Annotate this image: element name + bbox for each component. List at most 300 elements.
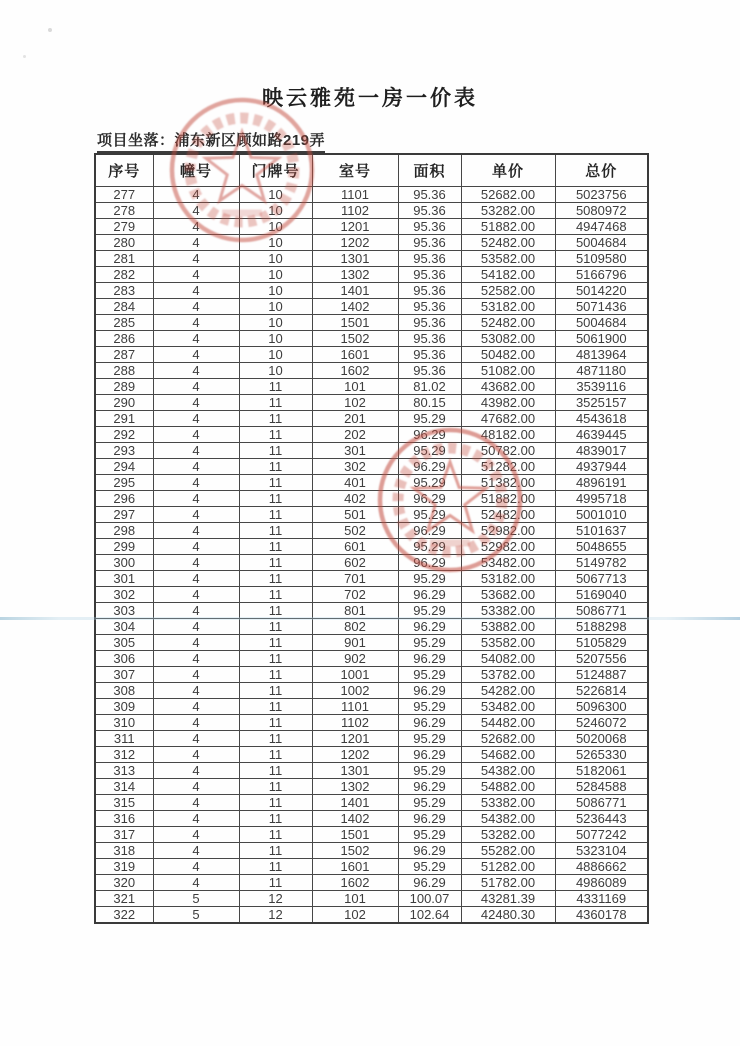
table-row <box>95 395 648 411</box>
table-cell: 316 <box>95 811 153 827</box>
table-cell: 300 <box>95 555 153 571</box>
table-row <box>95 875 648 891</box>
table-cell: 4 <box>153 379 239 395</box>
table-cell: 96.29 <box>398 523 461 539</box>
table-cell: 11 <box>239 459 312 475</box>
table-cell: 54382.00 <box>461 763 555 779</box>
table-cell: 54282.00 <box>461 683 555 699</box>
table-cell: 10 <box>239 251 312 267</box>
table-cell: 288 <box>95 363 153 379</box>
table-cell: 4 <box>153 187 239 203</box>
table-cell: 53182.00 <box>461 299 555 315</box>
table-cell: 5096300 <box>555 699 648 715</box>
table-body <box>95 187 648 924</box>
table-cell: 303 <box>95 603 153 619</box>
table-cell: 5124887 <box>555 667 648 683</box>
table-row <box>95 491 648 507</box>
table-cell: 4 <box>153 283 239 299</box>
column-header: 室号 <box>312 154 398 187</box>
table-cell: 4 <box>153 651 239 667</box>
scan-artifact-line <box>0 617 740 620</box>
table-cell: 5014220 <box>555 283 648 299</box>
table-cell: 294 <box>95 459 153 475</box>
table-cell: 5207556 <box>555 651 648 667</box>
table-cell: 901 <box>312 635 398 651</box>
table-cell: 11 <box>239 843 312 859</box>
table-cell: 11 <box>239 619 312 635</box>
table-cell: 4 <box>153 571 239 587</box>
table-cell: 95.36 <box>398 235 461 251</box>
table-cell: 11 <box>239 539 312 555</box>
table-cell: 298 <box>95 523 153 539</box>
table-row <box>95 683 648 699</box>
table-row <box>95 539 648 555</box>
table-cell: 1202 <box>312 235 398 251</box>
table-cell: 11 <box>239 667 312 683</box>
table-cell: 11 <box>239 427 312 443</box>
scan-speck <box>48 28 52 32</box>
column-header: 总价 <box>555 154 648 187</box>
table-cell: 5265330 <box>555 747 648 763</box>
table-cell: 95.36 <box>398 203 461 219</box>
table-cell: 4 <box>153 587 239 603</box>
table-cell: 96.29 <box>398 715 461 731</box>
table-row <box>95 299 648 315</box>
table-cell: 5001010 <box>555 507 648 523</box>
table-cell: 5020068 <box>555 731 648 747</box>
table-cell: 4 <box>153 715 239 731</box>
table-cell: 42480.30 <box>461 907 555 924</box>
table-cell: 95.29 <box>398 859 461 875</box>
table-row <box>95 443 648 459</box>
table-cell: 96.29 <box>398 875 461 891</box>
table-row <box>95 843 648 859</box>
table-cell: 4 <box>153 395 239 411</box>
table-cell: 5284588 <box>555 779 648 795</box>
table-row <box>95 891 648 907</box>
table-cell: 1102 <box>312 715 398 731</box>
table-cell: 1301 <box>312 251 398 267</box>
table-cell: 10 <box>239 331 312 347</box>
table-cell: 81.02 <box>398 379 461 395</box>
table-cell: 5 <box>153 891 239 907</box>
table-cell: 1301 <box>312 763 398 779</box>
table-cell: 4 <box>153 507 239 523</box>
table-cell: 4 <box>153 539 239 555</box>
table-cell: 11 <box>239 587 312 603</box>
table-cell: 11 <box>239 731 312 747</box>
table-cell: 11 <box>239 715 312 731</box>
table-cell: 50482.00 <box>461 347 555 363</box>
table-cell: 11 <box>239 811 312 827</box>
table-cell: 4 <box>153 763 239 779</box>
table-cell: 1101 <box>312 187 398 203</box>
table-cell: 4995718 <box>555 491 648 507</box>
table-cell: 5061900 <box>555 331 648 347</box>
table-cell: 313 <box>95 763 153 779</box>
table-cell: 10 <box>239 219 312 235</box>
table-cell: 4639445 <box>555 427 648 443</box>
table-cell: 53282.00 <box>461 203 555 219</box>
table-cell: 318 <box>95 843 153 859</box>
table-cell: 95.29 <box>398 667 461 683</box>
table-cell: 10 <box>239 299 312 315</box>
table-cell: 4 <box>153 827 239 843</box>
table-cell: 96.29 <box>398 619 461 635</box>
table-cell: 1401 <box>312 795 398 811</box>
table-cell: 278 <box>95 203 153 219</box>
table-cell: 10 <box>239 267 312 283</box>
table-cell: 95.36 <box>398 299 461 315</box>
table-cell: 4896191 <box>555 475 648 491</box>
table-cell: 283 <box>95 283 153 299</box>
table-cell: 302 <box>312 459 398 475</box>
table-cell: 1001 <box>312 667 398 683</box>
table-cell: 11 <box>239 859 312 875</box>
table-cell: 4 <box>153 619 239 635</box>
table-cell: 602 <box>312 555 398 571</box>
table-row <box>95 635 648 651</box>
table-cell: 5080972 <box>555 203 648 219</box>
table-cell: 47682.00 <box>461 411 555 427</box>
table-cell: 95.29 <box>398 763 461 779</box>
table-cell: 12 <box>239 891 312 907</box>
table-cell: 4 <box>153 347 239 363</box>
table-row <box>95 747 648 763</box>
table-cell: 314 <box>95 779 153 795</box>
table-cell: 53782.00 <box>461 667 555 683</box>
column-header: 门牌号 <box>239 154 312 187</box>
table-cell: 320 <box>95 875 153 891</box>
table-cell: 1101 <box>312 699 398 715</box>
table-row <box>95 235 648 251</box>
table-row <box>95 203 648 219</box>
table-cell: 51782.00 <box>461 875 555 891</box>
table-cell: 4 <box>153 811 239 827</box>
table-cell: 1201 <box>312 731 398 747</box>
table-cell: 702 <box>312 587 398 603</box>
table-cell: 5 <box>153 907 239 924</box>
table-cell: 54382.00 <box>461 811 555 827</box>
table-cell: 5071436 <box>555 299 648 315</box>
table-cell: 201 <box>312 411 398 427</box>
column-header: 面积 <box>398 154 461 187</box>
table-cell: 96.29 <box>398 587 461 603</box>
table-cell: 53382.00 <box>461 603 555 619</box>
table-cell: 52482.00 <box>461 315 555 331</box>
table-cell: 11 <box>239 475 312 491</box>
column-header: 幢号 <box>153 154 239 187</box>
table-cell: 54082.00 <box>461 651 555 667</box>
table-cell: 43982.00 <box>461 395 555 411</box>
table-cell: 51282.00 <box>461 459 555 475</box>
table-row <box>95 219 648 235</box>
table-cell: 53582.00 <box>461 635 555 651</box>
table-cell: 5086771 <box>555 795 648 811</box>
table-cell: 102 <box>312 395 398 411</box>
table-cell: 4 <box>153 747 239 763</box>
table-row <box>95 763 648 779</box>
table-cell: 11 <box>239 635 312 651</box>
table-row <box>95 779 648 795</box>
table-cell: 277 <box>95 187 153 203</box>
table-cell: 4 <box>153 267 239 283</box>
table-cell: 53582.00 <box>461 251 555 267</box>
table-cell: 304 <box>95 619 153 635</box>
table-cell: 5149782 <box>555 555 648 571</box>
table-cell: 12 <box>239 907 312 924</box>
table-cell: 10 <box>239 203 312 219</box>
table-cell: 95.36 <box>398 283 461 299</box>
table-cell: 1502 <box>312 843 398 859</box>
table-cell: 54482.00 <box>461 715 555 731</box>
table-cell: 308 <box>95 683 153 699</box>
table-cell: 4360178 <box>555 907 648 924</box>
table-row <box>95 587 648 603</box>
table-cell: 5067713 <box>555 571 648 587</box>
table-cell: 96.29 <box>398 427 461 443</box>
table-cell: 293 <box>95 443 153 459</box>
table-cell: 4 <box>153 203 239 219</box>
table-cell: 10 <box>239 363 312 379</box>
table-cell: 53382.00 <box>461 795 555 811</box>
table-cell: 1601 <box>312 859 398 875</box>
table-cell: 95.36 <box>398 331 461 347</box>
table-cell: 279 <box>95 219 153 235</box>
table-cell: 11 <box>239 507 312 523</box>
table-cell: 96.29 <box>398 651 461 667</box>
table-cell: 5077242 <box>555 827 648 843</box>
table-cell: 5109580 <box>555 251 648 267</box>
table-cell: 96.29 <box>398 555 461 571</box>
table-cell: 4 <box>153 251 239 267</box>
table-cell: 95.36 <box>398 251 461 267</box>
table-cell: 305 <box>95 635 153 651</box>
column-header: 单价 <box>461 154 555 187</box>
table-cell: 95.29 <box>398 731 461 747</box>
table-row <box>95 315 648 331</box>
table-cell: 801 <box>312 603 398 619</box>
table-cell: 51282.00 <box>461 859 555 875</box>
table-cell: 4937944 <box>555 459 648 475</box>
table-cell: 53182.00 <box>461 571 555 587</box>
page-title: 映云雅苑一房一价表 <box>262 87 478 110</box>
table-cell: 3525157 <box>555 395 648 411</box>
table-cell: 4331169 <box>555 891 648 907</box>
table-row <box>95 251 648 267</box>
table-cell: 52982.00 <box>461 539 555 555</box>
table-cell: 1201 <box>312 219 398 235</box>
table-cell: 55282.00 <box>461 843 555 859</box>
table-cell: 101 <box>312 891 398 907</box>
table-cell: 11 <box>239 411 312 427</box>
table-cell: 101 <box>312 379 398 395</box>
table-cell: 11 <box>239 779 312 795</box>
table-cell: 11 <box>239 443 312 459</box>
table-cell: 4 <box>153 795 239 811</box>
table-cell: 5226814 <box>555 683 648 699</box>
table-cell: 296 <box>95 491 153 507</box>
table-row <box>95 555 648 571</box>
table-cell: 1402 <box>312 299 398 315</box>
table-cell: 5023756 <box>555 187 648 203</box>
table-cell: 4 <box>153 299 239 315</box>
table-cell: 1501 <box>312 827 398 843</box>
table-cell: 95.36 <box>398 315 461 331</box>
table-cell: 285 <box>95 315 153 331</box>
table-cell: 95.29 <box>398 475 461 491</box>
table-cell: 309 <box>95 699 153 715</box>
table-cell: 299 <box>95 539 153 555</box>
table-row <box>95 699 648 715</box>
table-cell: 1401 <box>312 283 398 299</box>
table-cell: 4 <box>153 491 239 507</box>
table-cell: 1302 <box>312 267 398 283</box>
table-cell: 319 <box>95 859 153 875</box>
table-cell: 902 <box>312 651 398 667</box>
table-cell: 4871180 <box>555 363 648 379</box>
table-cell: 1501 <box>312 315 398 331</box>
table-cell: 601 <box>312 539 398 555</box>
table-cell: 52582.00 <box>461 283 555 299</box>
table-cell: 51882.00 <box>461 491 555 507</box>
table-cell: 96.29 <box>398 843 461 859</box>
table-cell: 11 <box>239 699 312 715</box>
table-cell: 96.29 <box>398 491 461 507</box>
table-cell: 301 <box>312 443 398 459</box>
table-cell: 284 <box>95 299 153 315</box>
table-cell: 95.29 <box>398 699 461 715</box>
table-cell: 4 <box>153 219 239 235</box>
table-cell: 53682.00 <box>461 587 555 603</box>
table-cell: 4 <box>153 843 239 859</box>
table-cell: 1102 <box>312 203 398 219</box>
table-cell: 802 <box>312 619 398 635</box>
table-cell: 53482.00 <box>461 699 555 715</box>
table-cell: 4 <box>153 459 239 475</box>
table-cell: 4 <box>153 443 239 459</box>
table-cell: 4 <box>153 731 239 747</box>
table-row <box>95 427 648 443</box>
table-cell: 11 <box>239 875 312 891</box>
table-cell: 11 <box>239 603 312 619</box>
table-cell: 5086771 <box>555 603 648 619</box>
table-cell: 4543618 <box>555 411 648 427</box>
table-cell: 4947468 <box>555 219 648 235</box>
table-cell: 95.29 <box>398 635 461 651</box>
table-cell: 4 <box>153 699 239 715</box>
table-row <box>95 651 648 667</box>
table-cell: 5323104 <box>555 843 648 859</box>
table-cell: 1302 <box>312 779 398 795</box>
table-cell: 10 <box>239 235 312 251</box>
table-cell: 290 <box>95 395 153 411</box>
table-row <box>95 667 648 683</box>
table-row <box>95 827 648 843</box>
table-cell: 311 <box>95 731 153 747</box>
table-row <box>95 731 648 747</box>
table-cell: 5048655 <box>555 539 648 555</box>
table-cell: 96.29 <box>398 683 461 699</box>
table-cell: 10 <box>239 315 312 331</box>
table-row <box>95 619 648 635</box>
table-cell: 312 <box>95 747 153 763</box>
table-cell: 80.15 <box>398 395 461 411</box>
table-cell: 5101637 <box>555 523 648 539</box>
table-row <box>95 363 648 379</box>
table-cell: 96.29 <box>398 459 461 475</box>
table-cell: 4 <box>153 875 239 891</box>
table-cell: 54682.00 <box>461 747 555 763</box>
table-cell: 95.29 <box>398 539 461 555</box>
table-cell: 5166796 <box>555 267 648 283</box>
table-row <box>95 459 648 475</box>
table-cell: 1602 <box>312 363 398 379</box>
table-cell: 11 <box>239 683 312 699</box>
table-cell: 1601 <box>312 347 398 363</box>
table-row <box>95 331 648 347</box>
table-cell: 4 <box>153 667 239 683</box>
table-cell: 4 <box>153 683 239 699</box>
table-row <box>95 267 648 283</box>
table-cell: 51082.00 <box>461 363 555 379</box>
table-cell: 11 <box>239 395 312 411</box>
table-cell: 5004684 <box>555 235 648 251</box>
project-location-label: 项目坐落：浦东新区顾如路219弄 <box>97 129 325 153</box>
table-cell: 4 <box>153 603 239 619</box>
table-cell: 4 <box>153 411 239 427</box>
table-cell: 297 <box>95 507 153 523</box>
table-cell: 52682.00 <box>461 187 555 203</box>
table-cell: 11 <box>239 795 312 811</box>
table-cell: 95.36 <box>398 347 461 363</box>
table-cell: 4813964 <box>555 347 648 363</box>
table-cell: 96.29 <box>398 811 461 827</box>
table-cell: 10 <box>239 283 312 299</box>
table-cell: 11 <box>239 491 312 507</box>
table-cell: 52482.00 <box>461 235 555 251</box>
table-row <box>95 523 648 539</box>
table-cell: 43281.39 <box>461 891 555 907</box>
table-cell: 4886662 <box>555 859 648 875</box>
table-cell: 292 <box>95 427 153 443</box>
table-cell: 95.36 <box>398 219 461 235</box>
table-cell: 701 <box>312 571 398 587</box>
table-row <box>95 715 648 731</box>
table-cell: 52982.00 <box>461 523 555 539</box>
table-cell: 295 <box>95 475 153 491</box>
table-cell: 401 <box>312 475 398 491</box>
table-cell: 96.29 <box>398 747 461 763</box>
table-cell: 10 <box>239 187 312 203</box>
table-cell: 11 <box>239 747 312 763</box>
table-cell: 4986089 <box>555 875 648 891</box>
table-cell: 4 <box>153 523 239 539</box>
table-row <box>95 859 648 875</box>
table-cell: 5004684 <box>555 315 648 331</box>
table-cell: 50782.00 <box>461 443 555 459</box>
price-table <box>94 153 649 924</box>
table-row <box>95 795 648 811</box>
table-cell: 95.36 <box>398 363 461 379</box>
table-cell: 307 <box>95 667 153 683</box>
table-cell: 321 <box>95 891 153 907</box>
table-cell: 1202 <box>312 747 398 763</box>
table-cell: 100.07 <box>398 891 461 907</box>
table-cell: 5182061 <box>555 763 648 779</box>
table-cell: 54182.00 <box>461 267 555 283</box>
table-cell: 5246072 <box>555 715 648 731</box>
